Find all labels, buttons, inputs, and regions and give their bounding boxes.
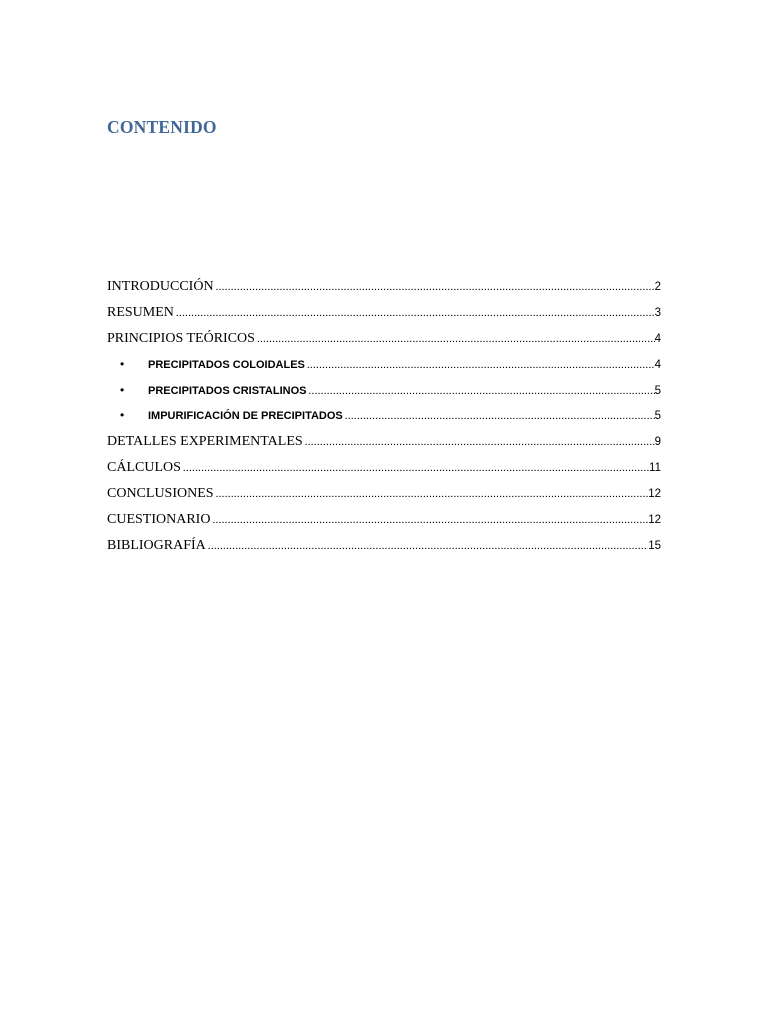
bullet-icon: • xyxy=(120,356,125,371)
toc-subentry-precipitados-coloidales[interactable] xyxy=(107,357,661,383)
toc-entry-cuestionario[interactable] xyxy=(107,512,661,538)
toc-entry-label: CONCLUSIONES xyxy=(107,486,214,502)
toc-page-number: 12 xyxy=(648,488,661,501)
toc-subentry-impurificacion[interactable] xyxy=(107,408,661,434)
toc-page-number: 5 xyxy=(654,410,661,423)
toc-entry-resumen[interactable] xyxy=(107,305,661,331)
toc-entry-detalles-experimentales[interactable] xyxy=(107,434,661,460)
toc-entry-conclusiones[interactable] xyxy=(107,486,661,512)
toc-entry-introduccion[interactable] xyxy=(107,279,661,305)
toc-entry-label: PRECIPITADOS COLOIDALES xyxy=(148,358,305,371)
toc-entry-calculos[interactable] xyxy=(107,460,661,486)
toc-entry-label: CUESTIONARIO xyxy=(107,512,211,528)
toc-page-number: 9 xyxy=(654,436,661,449)
dot-leader xyxy=(174,307,655,319)
toc-entry-label: CÁLCULOS xyxy=(107,460,181,476)
dot-leader xyxy=(303,436,655,448)
toc-page-number: 11 xyxy=(649,462,661,475)
table-of-contents xyxy=(107,279,661,564)
dot-leader xyxy=(214,281,655,293)
toc-entry-label: PRINCIPIOS TEÓRICOS xyxy=(107,330,255,346)
bullet-icon: • xyxy=(120,408,125,423)
toc-page-number: 3 xyxy=(654,306,661,319)
toc-page-number: 15 xyxy=(648,539,661,552)
toc-entry-principios-teoricos[interactable] xyxy=(107,331,661,357)
toc-entry-label: BIBLIOGRAFÍA xyxy=(107,537,206,553)
dot-leader xyxy=(307,385,655,397)
dot-leader xyxy=(181,462,649,474)
toc-entry-label: RESUMEN xyxy=(107,304,174,320)
toc-entry-label: DETALLES EXPERIMENTALES xyxy=(107,434,303,450)
toc-subentry-precipitados-cristalinos[interactable] xyxy=(107,383,661,409)
toc-entry-label: IMPURIFICACIÓN DE PRECIPITADOS xyxy=(148,410,343,423)
bullet-icon: • xyxy=(120,382,125,397)
dot-leader xyxy=(210,514,648,526)
toc-page-number: 12 xyxy=(648,514,661,527)
dot-leader xyxy=(255,333,655,345)
dot-leader xyxy=(343,410,655,422)
toc-entry-label: INTRODUCCIÓN xyxy=(107,279,214,294)
toc-page-number: 4 xyxy=(654,332,661,345)
dot-leader xyxy=(206,540,648,552)
toc-entry-bibliografia[interactable] xyxy=(107,538,661,564)
toc-page-number: 5 xyxy=(654,384,661,397)
toc-title: CONTENIDO xyxy=(107,117,217,137)
dot-leader xyxy=(305,359,655,371)
toc-page-number: 4 xyxy=(654,358,661,371)
toc-entry-label: PRECIPITADOS CRISTALINOS xyxy=(148,384,307,397)
toc-page-number: 2 xyxy=(654,281,661,293)
dot-leader xyxy=(214,488,649,500)
